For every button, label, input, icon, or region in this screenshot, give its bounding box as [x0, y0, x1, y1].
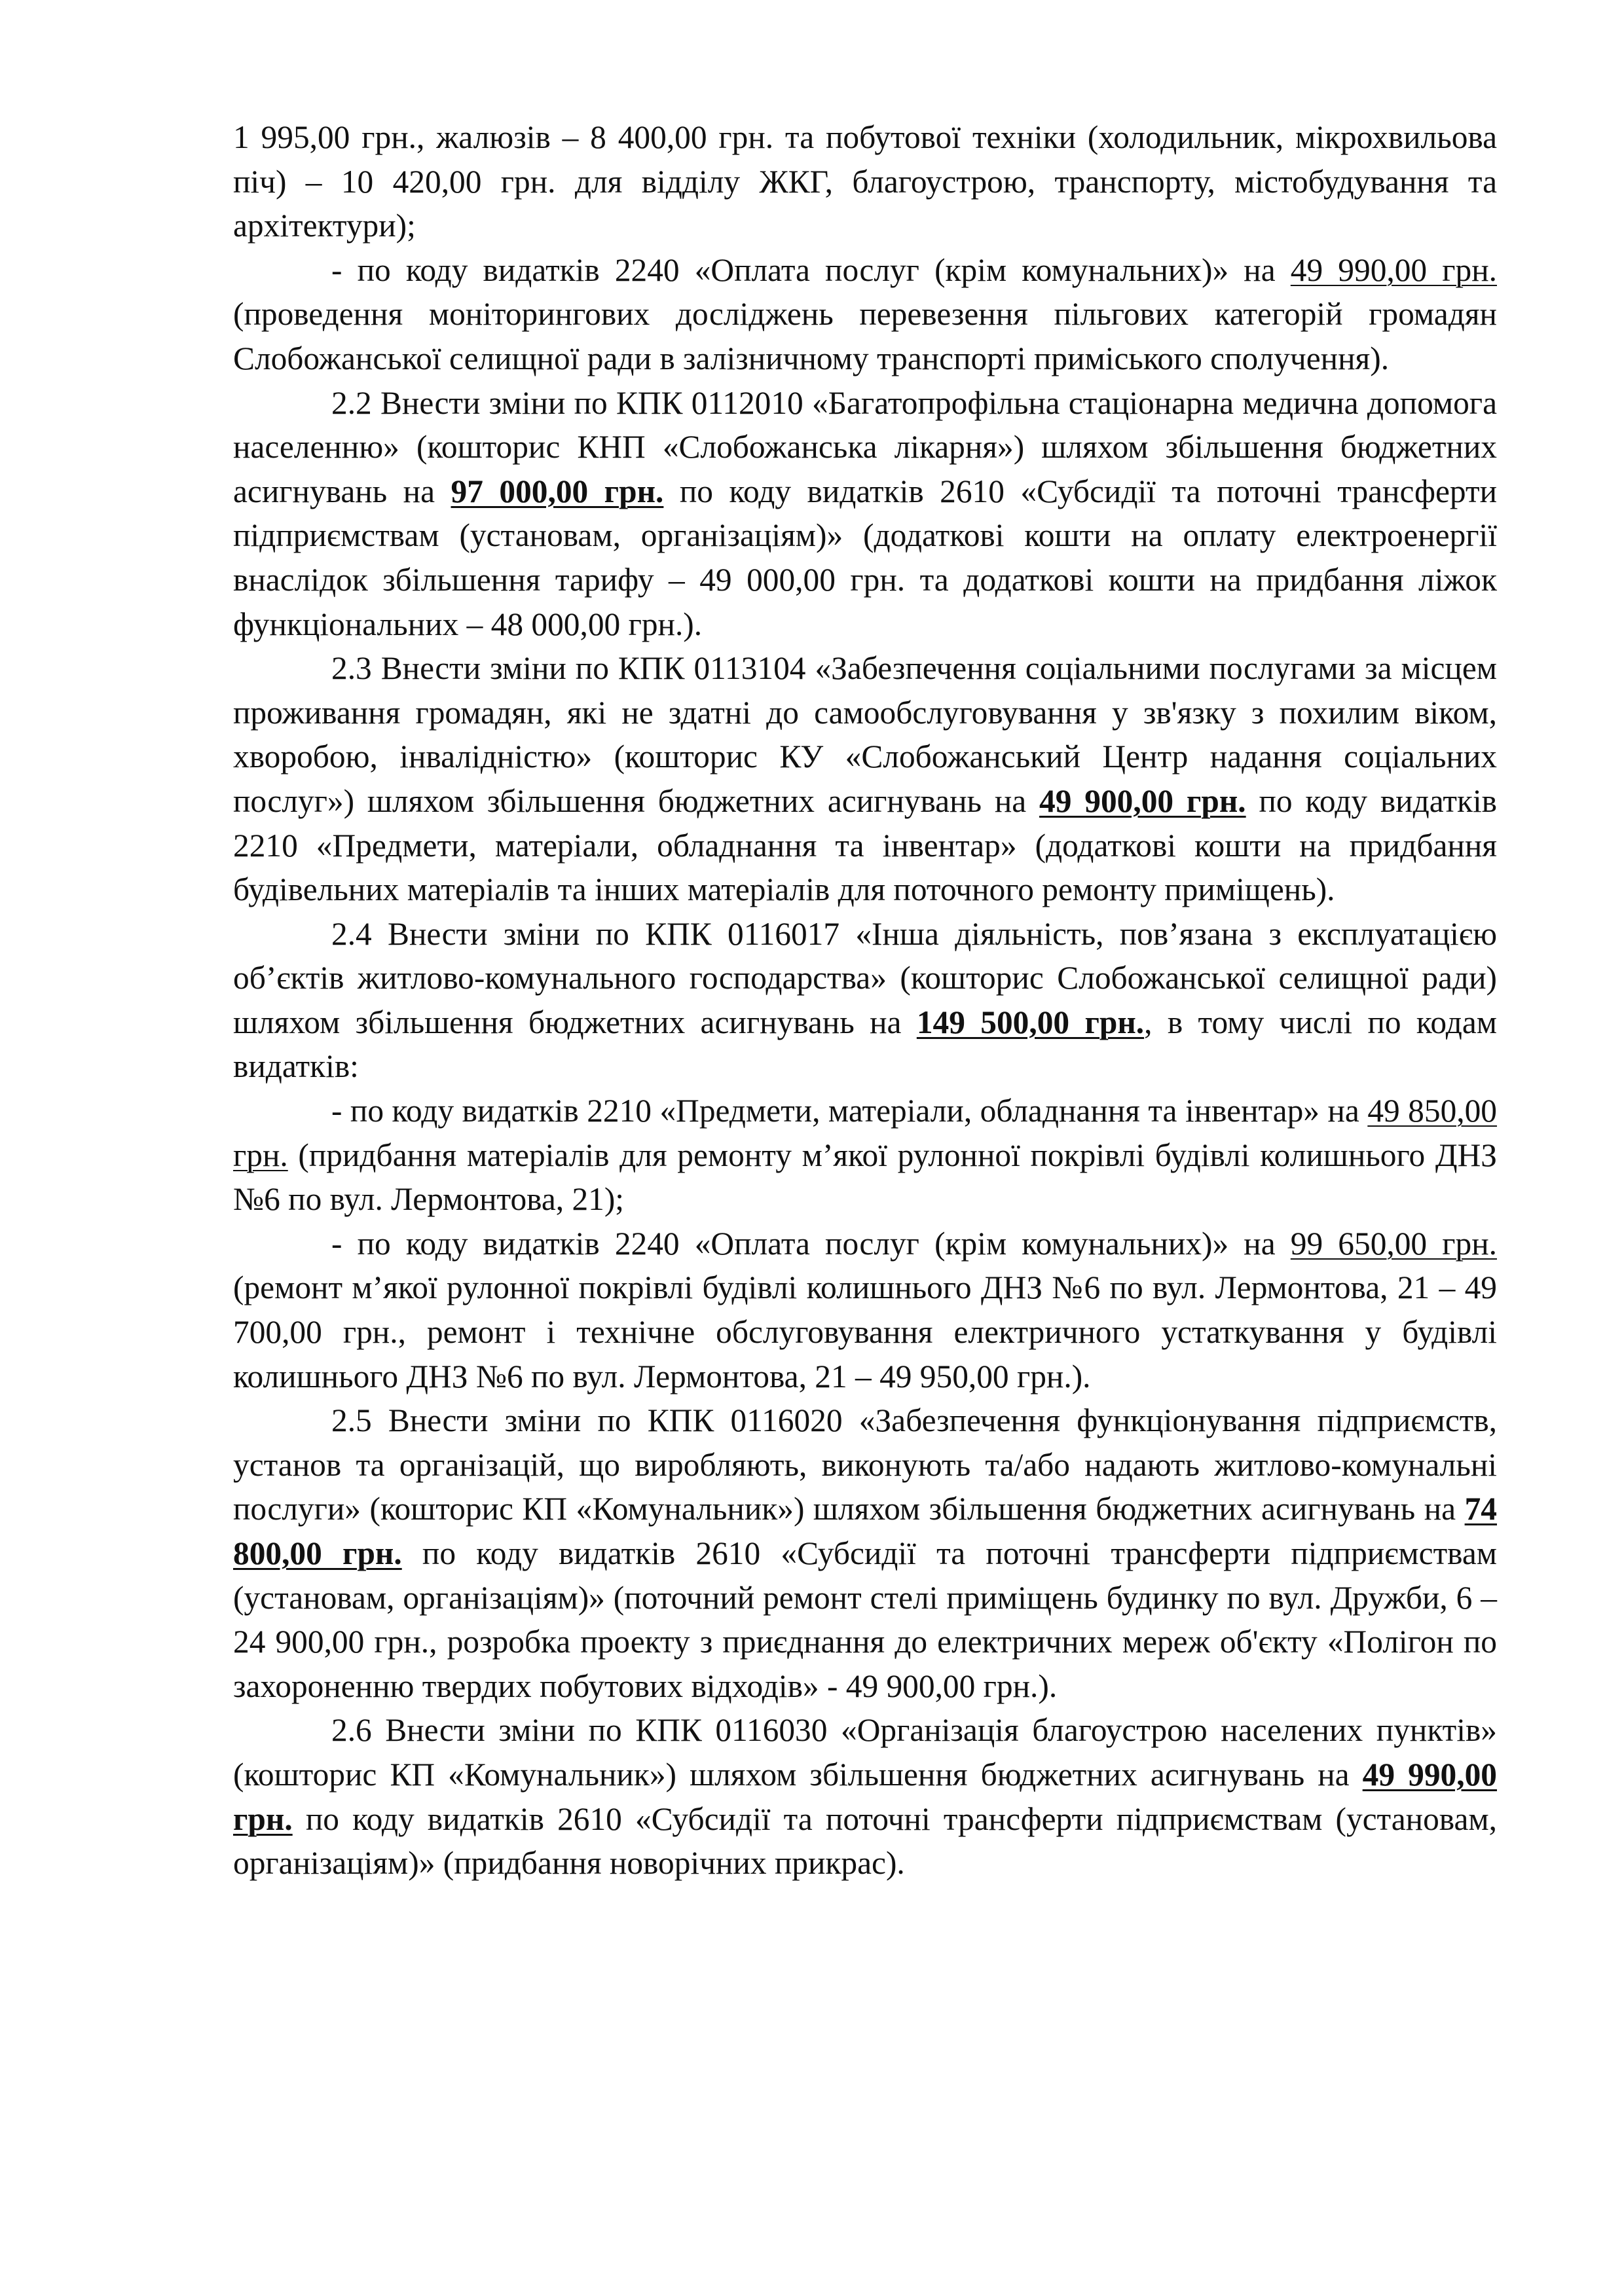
text-run: , в тому числі по кодам видатків:	[233, 1004, 1497, 1085]
bold-underlined-amount: 97 000,00 грн.	[451, 473, 664, 509]
text-run: 2.4 Внести зміни по КПК 0116017 «Інша діяльність, пов’язана з експлуатацією об’єктів житлово-комунального господарства» (кошторис Слобожанської селищної ради) шляхом збільшення бюджетних асигнувань на	[233, 915, 1497, 1040]
bold-underlined-amount: 49 900,00 грн.	[1039, 782, 1246, 819]
text-run: - по коду видатків 2240 «Оплата послуг (крім комунальних)» на	[331, 1225, 1291, 1262]
text-run: 2.3 Внести зміни по КПК 0113104 «Забезпечення соціальними послугами за місцем проживання громадян, які не здатні до самообслуговування у зв'язку з похилим віком, хворобою, інвалідністю» (кошторис КУ «Слобожанський Центр надання соціальних послуг») шляхом збільшення бюджетних асигнувань на	[233, 650, 1497, 819]
underlined-amount: 49 850,00 грн.	[233, 1093, 1498, 1173]
underlined-amount: 99 650,00 грн.	[1290, 1225, 1497, 1262]
text-run: 2.2 Внести зміни по КПК 0112010 «Багатопрофільна стаціонарна медична допомога населенню» (кошторис КНП «Слобожанська лікарня») шляхом збільшення бюджетних асигнувань на	[233, 384, 1497, 509]
paragraph-p0	[233, 115, 1497, 248]
text-run: по коду видатків 2610 «Субсидії та поточні трансферти підприємствам (установам, організаціям)» (додаткові кошти на оплату електроенергії внаслідок збільшення тарифу – 49 000,00 грн. та додаткові кошти на придбання ліжок функціональних – 48 000,00 грн.).	[233, 473, 1497, 642]
text-run: 2.5 Внести зміни по КПК 0116020 «Забезпечення функціонування підприємств, установ та організацій, що виробляють, виконують та/або надають житлово-комунальні послуги» (кошторис КП «Комунальник») шляхом збільшення бюджетних асигнувань на	[233, 1402, 1497, 1527]
text-run: (проведення моніторингових досліджень перевезення пільгових категорій громадян Слобожанської селищної ради в залізничному транспорті приміського сполучення).	[233, 296, 1497, 376]
paragraph-p7	[233, 1398, 1497, 1708]
paragraph-p2	[233, 381, 1497, 647]
bold-underlined-amount: 74 800,00 грн.	[233, 1491, 1497, 1571]
paragraph-p1	[233, 248, 1497, 381]
text-run: по коду видатків 2210 «Предмети, матеріали, обладнання та інвентар» (додаткові кошти на придбання будівельних матеріалів та інших матеріалів для поточного ремонту приміщень).	[233, 782, 1497, 908]
text-run: (придбання матеріалів для ремонту м’якої рулонної покрівлі будівлі колишнього ДНЗ №6 по вул. Лермонтова, 21);	[233, 1137, 1497, 1218]
paragraph-p3	[233, 646, 1497, 912]
paragraph-p4	[233, 912, 1497, 1089]
text-run: 1 995,00 грн., жалюзів – 8 400,00 грн. та побутової техніки (холодильник, мікрохвильова піч) – 10 420,00 грн. для відділу ЖКГ, благоустрою, транспорту, містобудування та архітектури);	[233, 119, 1497, 244]
paragraph-p8	[233, 1708, 1497, 1885]
text-run: по коду видатків 2610 «Субсидії та поточні трансферти підприємствам (установам, організаціям)» (придбання новорічних прикрас).	[233, 1800, 1497, 1882]
text-run: - по коду видатків 2240 «Оплата послуг (крім комунальних)» на	[331, 251, 1291, 288]
underlined-amount: 49 990,00 грн.	[1290, 251, 1497, 288]
document-page	[233, 115, 1497, 1886]
bold-underlined-amount: 149 500,00 грн.	[916, 1004, 1145, 1040]
text-run: по коду видатків 2610 «Субсидії та поточні трансферти підприємствам (установам, організаціям)» (поточний ремонт стелі приміщень будинку по вул. Дружби, 6 – 24 900,00 грн., розробка проекту з приєднання до електричних мереж об'єкту «Полігон по захороненню твердих побутових відходів» - 49 900,00 грн.).	[233, 1535, 1498, 1704]
bold-underlined-amount: 49 990,00 грн.	[233, 1756, 1497, 1837]
paragraph-p6	[233, 1222, 1497, 1398]
text-run: 2.6 Внести зміни по КПК 0116030 «Організація благоустрою населених пунктів» (кошторис КП «Комунальник») шляхом збільшення бюджетних асигнувань на	[233, 1712, 1497, 1793]
paragraph-p5	[233, 1089, 1497, 1222]
text-run: (ремонт м’якої рулонної покрівлі будівлі колишнього ДНЗ №6 по вул. Лермонтова, 21 – 49 700,00 грн., ремонт і технічне обслуговування електричного устаткування у будівлі колишнього ДНЗ №6 по вул. Лермонтова, 21 – 49 950,00 грн.).	[233, 1269, 1497, 1394]
text-run: - по коду видатків 2210 «Предмети, матеріали, обладнання та інвентар» на	[331, 1093, 1368, 1129]
